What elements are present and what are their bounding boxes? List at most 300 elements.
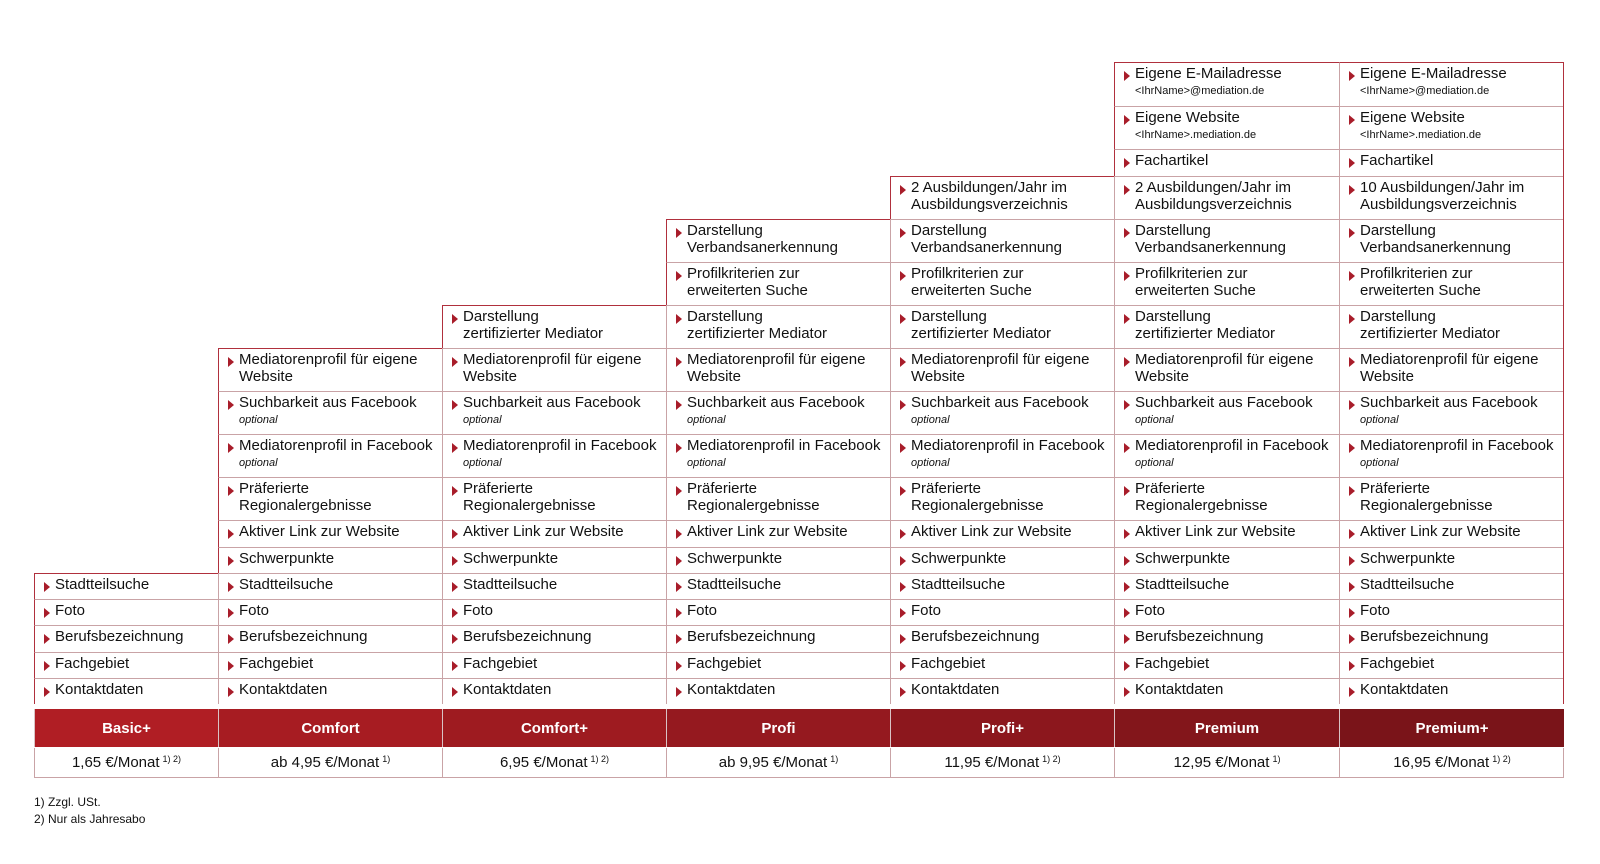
feature-label: Stadtteilsuche bbox=[55, 576, 150, 593]
feature-label: Mediatorenprofil für eigene bbox=[911, 351, 1090, 368]
feature-label: Regionalergebnisse bbox=[239, 496, 372, 514]
feature-label: Fachgebiet bbox=[687, 655, 762, 672]
feature-label: Schwerpunkte bbox=[911, 550, 1007, 567]
bullet-triangle-icon bbox=[1124, 71, 1130, 81]
feature-label: Darstellung bbox=[1360, 222, 1436, 239]
feature-label: Kontaktdaten bbox=[1135, 681, 1224, 698]
bullet-triangle-icon bbox=[1349, 357, 1355, 367]
bullet-triangle-icon bbox=[900, 228, 906, 238]
feature-label: Ausbildungsverzeichnis bbox=[911, 195, 1068, 213]
feature-cell-link bbox=[218, 520, 442, 547]
feature-label: Mediatorenprofil in Facebook bbox=[1360, 437, 1554, 454]
feature-label: Foto bbox=[1360, 602, 1391, 619]
plan-header-3 bbox=[666, 709, 890, 747]
bullet-triangle-icon bbox=[900, 608, 906, 618]
feature-label: Stadtteilsuche bbox=[1135, 576, 1230, 593]
bullet-triangle-icon bbox=[900, 314, 906, 324]
feature-cell-fachgebiet bbox=[1114, 652, 1339, 678]
feature-label: Berufsbezeichnung bbox=[1135, 628, 1264, 645]
price-footnote-ref: 1) 2) bbox=[162, 753, 182, 764]
bullet-triangle-icon bbox=[1124, 486, 1130, 496]
bullet-triangle-icon bbox=[452, 687, 458, 697]
feature-cell-foto bbox=[442, 599, 666, 625]
feature-cell-fachgebiet bbox=[442, 652, 666, 678]
feature-cell-ausbildung bbox=[1114, 176, 1339, 219]
price-footnote-ref: 1) bbox=[382, 753, 391, 764]
bullet-triangle-icon bbox=[1124, 687, 1130, 697]
price-footnote-ref: 1) 2) bbox=[1492, 753, 1511, 764]
feature-cell-stadtteil bbox=[218, 573, 442, 599]
feature-label: Aktiver Link zur Website bbox=[463, 523, 624, 540]
feature-label: Darstellung bbox=[1135, 222, 1211, 239]
feature-cell-fbsearch bbox=[890, 391, 1114, 434]
bullet-triangle-icon bbox=[1124, 529, 1130, 539]
feature-label: Fachartikel bbox=[1135, 152, 1209, 169]
feature-cell-fachgebiet bbox=[1339, 652, 1564, 678]
optional-note: optional bbox=[1135, 413, 1174, 426]
feature-label: Foto bbox=[911, 602, 942, 619]
price-value: 1,65 €/Monat bbox=[71, 754, 160, 771]
feature-label: Berufsbezeichnung bbox=[463, 628, 592, 645]
feature-label: Präferierte bbox=[463, 480, 534, 497]
feature-cell-profilweb bbox=[1339, 348, 1564, 391]
feature-cell-ausbildung bbox=[890, 176, 1114, 219]
feature-label: Stadtteilsuche bbox=[687, 576, 782, 593]
feature-label: Profilkriterien zur bbox=[687, 265, 800, 282]
price-value: 12,95 €/Monat bbox=[1173, 754, 1270, 771]
feature-label: Mediatorenprofil für eigene bbox=[463, 351, 642, 368]
feature-label: Fachgebiet bbox=[1360, 655, 1435, 672]
optional-note: optional bbox=[239, 413, 278, 426]
feature-cell-zert bbox=[890, 305, 1114, 348]
feature-label: Ausbildungsverzeichnis bbox=[1135, 195, 1292, 213]
feature-cell-schwer bbox=[1114, 547, 1339, 573]
feature-label: Aktiver Link zur Website bbox=[1135, 523, 1296, 540]
bullet-triangle-icon bbox=[900, 443, 906, 453]
feature-label: Suchbarkeit aus Facebook bbox=[239, 394, 417, 411]
feature-label: Schwerpunkte bbox=[239, 550, 335, 567]
feature-label: Foto bbox=[239, 602, 270, 619]
plan-name: Profi+ bbox=[981, 719, 1024, 737]
feature-cell-beruf bbox=[1339, 625, 1564, 652]
feature-cell-regional bbox=[666, 477, 890, 520]
feature-cell-profilweb bbox=[666, 348, 890, 391]
feature-label: Mediatorenprofil in Facebook bbox=[911, 437, 1105, 454]
feature-cell-kontakt bbox=[34, 678, 218, 704]
feature-cell-verband bbox=[890, 219, 1114, 262]
feature-cell-fachgebiet bbox=[890, 652, 1114, 678]
feature-label: Website bbox=[911, 367, 965, 385]
feature-label: Eigene Website bbox=[1360, 109, 1465, 126]
feature-cell-regional bbox=[1114, 477, 1339, 520]
feature-label: Foto bbox=[1135, 602, 1166, 619]
feature-label: Mediatorenprofil in Facebook bbox=[687, 437, 881, 454]
feature-label: zertifizierter Mediator bbox=[463, 324, 604, 342]
feature-cell-beruf bbox=[890, 625, 1114, 652]
feature-cell-link bbox=[1114, 520, 1339, 547]
feature-label: Kontaktdaten bbox=[911, 681, 1000, 698]
feature-label: Darstellung bbox=[463, 308, 539, 325]
feature-label: Mediatorenprofil für eigene bbox=[1135, 351, 1314, 368]
bullet-triangle-icon bbox=[228, 529, 234, 539]
feature-label: Suchbarkeit aus Facebook bbox=[911, 394, 1089, 411]
price-value: 6,95 €/Monat bbox=[499, 754, 588, 771]
plan-header-5 bbox=[1114, 709, 1339, 747]
feature-label: Foto bbox=[55, 602, 86, 619]
feature-label: Profilkriterien zur bbox=[1135, 265, 1248, 282]
feature-subtext: <IhrName>@mediation.de bbox=[1360, 84, 1490, 97]
feature-cell-link bbox=[666, 520, 890, 547]
feature-label: Präferierte bbox=[911, 480, 982, 497]
feature-label: zertifizierter Mediator bbox=[1135, 324, 1276, 342]
feature-label: Ausbildungsverzeichnis bbox=[1360, 195, 1517, 213]
bullet-triangle-icon bbox=[900, 634, 906, 644]
feature-label: Website bbox=[239, 367, 293, 385]
bullet-triangle-icon bbox=[676, 271, 682, 281]
bullet-triangle-icon bbox=[452, 357, 458, 367]
price-footnote-ref: 1) bbox=[830, 753, 839, 764]
bullet-triangle-icon bbox=[1349, 71, 1355, 81]
feature-label: Aktiver Link zur Website bbox=[911, 523, 1072, 540]
feature-label: Darstellung bbox=[687, 222, 763, 239]
bullet-triangle-icon bbox=[1349, 529, 1355, 539]
bullet-triangle-icon bbox=[676, 529, 682, 539]
feature-cell-foto bbox=[666, 599, 890, 625]
bullet-triangle-icon bbox=[676, 582, 682, 592]
bullet-triangle-icon bbox=[676, 443, 682, 453]
feature-label: Regionalergebnisse bbox=[911, 496, 1044, 514]
feature-cell-schwer bbox=[666, 547, 890, 573]
feature-cell-regional bbox=[1339, 477, 1564, 520]
bullet-triangle-icon bbox=[676, 357, 682, 367]
bullet-triangle-icon bbox=[1349, 661, 1355, 671]
optional-note: optional bbox=[463, 456, 502, 469]
feature-cell-stadtteil bbox=[666, 573, 890, 599]
bullet-triangle-icon bbox=[1124, 271, 1130, 281]
optional-note: optional bbox=[687, 413, 726, 426]
feature-cell-fbsearch bbox=[218, 391, 442, 434]
feature-label: Website bbox=[687, 367, 741, 385]
feature-label: Schwerpunkte bbox=[1360, 550, 1456, 567]
plan-name: Profi bbox=[761, 719, 796, 737]
optional-note: optional bbox=[687, 456, 726, 469]
bullet-triangle-icon bbox=[452, 556, 458, 566]
feature-label: Fachgebiet bbox=[911, 655, 986, 672]
bullet-triangle-icon bbox=[676, 661, 682, 671]
feature-cell-fachgebiet bbox=[34, 652, 218, 678]
feature-cell-regional bbox=[442, 477, 666, 520]
feature-label: 2 Ausbildungen/Jahr im bbox=[1135, 179, 1291, 196]
feature-label: Regionalergebnisse bbox=[1360, 496, 1493, 514]
feature-label: erweiterten Suche bbox=[1360, 281, 1481, 299]
bullet-triangle-icon bbox=[228, 556, 234, 566]
feature-label: Regionalergebnisse bbox=[463, 496, 596, 514]
feature-label: Stadtteilsuche bbox=[239, 576, 334, 593]
feature-label: erweiterten Suche bbox=[1135, 281, 1256, 299]
feature-label: Kontaktdaten bbox=[687, 681, 776, 698]
feature-label: Stadtteilsuche bbox=[1360, 576, 1455, 593]
feature-label: 10 Ausbildungen/Jahr im bbox=[1360, 179, 1525, 196]
feature-label: Mediatorenprofil für eigene bbox=[687, 351, 866, 368]
feature-label: Suchbarkeit aus Facebook bbox=[1135, 394, 1313, 411]
feature-label: Darstellung bbox=[911, 222, 987, 239]
feature-label: Mediatorenprofil in Facebook bbox=[1135, 437, 1329, 454]
footnote-2: 2) Nur als Jahresabo bbox=[34, 812, 146, 826]
feature-cell-link bbox=[1339, 520, 1564, 547]
bullet-triangle-icon bbox=[1349, 400, 1355, 410]
feature-cell-fachartikel bbox=[1114, 149, 1339, 176]
feature-cell-beruf bbox=[666, 625, 890, 652]
feature-cell-profilweb bbox=[1114, 348, 1339, 391]
feature-cell-stadtteil bbox=[890, 573, 1114, 599]
feature-label: Suchbarkeit aus Facebook bbox=[463, 394, 641, 411]
bullet-triangle-icon bbox=[1349, 443, 1355, 453]
feature-cell-verband bbox=[666, 219, 890, 262]
bullet-triangle-icon bbox=[452, 443, 458, 453]
feature-cell-foto bbox=[218, 599, 442, 625]
bullet-triangle-icon bbox=[1124, 228, 1130, 238]
feature-label: Stadtteilsuche bbox=[911, 576, 1006, 593]
bullet-triangle-icon bbox=[228, 608, 234, 618]
feature-cell-stadtteil bbox=[442, 573, 666, 599]
feature-label: Fachgebiet bbox=[463, 655, 538, 672]
feature-cell-fbsearch bbox=[1114, 391, 1339, 434]
feature-label: Stadtteilsuche bbox=[463, 576, 558, 593]
feature-label: Berufsbezeichnung bbox=[1360, 628, 1489, 645]
feature-cell-profilweb bbox=[218, 348, 442, 391]
bullet-triangle-icon bbox=[1349, 271, 1355, 281]
bullet-triangle-icon bbox=[1349, 314, 1355, 324]
feature-cell-kontakt bbox=[890, 678, 1114, 704]
feature-cell-fbprofil bbox=[218, 434, 442, 477]
feature-label: Präferierte bbox=[239, 480, 310, 497]
bullet-triangle-icon bbox=[1124, 400, 1130, 410]
feature-label: Suchbarkeit aus Facebook bbox=[1360, 394, 1538, 411]
price-value: 11,95 €/Monat bbox=[944, 754, 1040, 771]
feature-cell-ausbildung bbox=[1339, 176, 1564, 219]
feature-cell-website bbox=[1114, 106, 1339, 149]
bullet-triangle-icon bbox=[228, 357, 234, 367]
feature-cell-fachgebiet bbox=[666, 652, 890, 678]
feature-label: Foto bbox=[463, 602, 494, 619]
optional-note: optional bbox=[239, 456, 278, 469]
plan-name: Premium+ bbox=[1415, 719, 1489, 737]
feature-cell-regional bbox=[218, 477, 442, 520]
plan-header-2 bbox=[442, 709, 666, 747]
feature-label: zertifizierter Mediator bbox=[911, 324, 1052, 342]
feature-label: Foto bbox=[687, 602, 718, 619]
bullet-triangle-icon bbox=[900, 357, 906, 367]
feature-label: Kontaktdaten bbox=[239, 681, 328, 698]
feature-label: Verbandsanerkennung bbox=[1360, 238, 1511, 256]
feature-subtext: <IhrName>.mediation.de bbox=[1135, 128, 1257, 141]
feature-label: zertifizierter Mediator bbox=[687, 324, 828, 342]
feature-cell-kontakt bbox=[1339, 678, 1564, 704]
feature-cell-regional bbox=[890, 477, 1114, 520]
feature-label: Schwerpunkte bbox=[687, 550, 783, 567]
price-value: 16,95 €/Monat bbox=[1393, 754, 1490, 771]
bullet-triangle-icon bbox=[452, 608, 458, 618]
bullet-triangle-icon bbox=[1349, 486, 1355, 496]
feature-label: Aktiver Link zur Website bbox=[687, 523, 848, 540]
feature-label: 2 Ausbildungen/Jahr im bbox=[911, 179, 1067, 196]
price-footnote-ref: 1) 2) bbox=[590, 753, 610, 764]
bullet-triangle-icon bbox=[1124, 608, 1130, 618]
bullet-triangle-icon bbox=[676, 556, 682, 566]
bullet-triangle-icon bbox=[228, 582, 234, 592]
bullet-triangle-icon bbox=[900, 661, 906, 671]
feature-label: Präferierte bbox=[1135, 480, 1206, 497]
bullet-triangle-icon bbox=[676, 486, 682, 496]
table-right-border bbox=[1563, 62, 1564, 704]
bullet-triangle-icon bbox=[1124, 661, 1130, 671]
feature-cell-profilkrit bbox=[890, 262, 1114, 305]
feature-label: Mediatorenprofil für eigene bbox=[1360, 351, 1539, 368]
bullet-triangle-icon bbox=[1124, 634, 1130, 644]
bullet-triangle-icon bbox=[1349, 582, 1355, 592]
plan-name: Comfort bbox=[301, 719, 360, 737]
feature-label: Website bbox=[463, 367, 517, 385]
feature-label: Profilkriterien zur bbox=[1360, 265, 1473, 282]
optional-note: optional bbox=[1135, 456, 1174, 469]
feature-label: Schwerpunkte bbox=[463, 550, 559, 567]
feature-cell-kontakt bbox=[1114, 678, 1339, 704]
bullet-triangle-icon bbox=[44, 687, 50, 697]
footnote-1: 1) Zzgl. USt. bbox=[34, 795, 101, 809]
feature-cell-kontakt bbox=[666, 678, 890, 704]
feature-cell-schwer bbox=[218, 547, 442, 573]
feature-label: Darstellung bbox=[911, 308, 987, 325]
feature-cell-email bbox=[1114, 62, 1339, 106]
bullet-triangle-icon bbox=[228, 443, 234, 453]
feature-cell-link bbox=[890, 520, 1114, 547]
bullet-triangle-icon bbox=[1124, 115, 1130, 125]
feature-label: Fachgebiet bbox=[1135, 655, 1210, 672]
bullet-triangle-icon bbox=[900, 687, 906, 697]
optional-note: optional bbox=[1360, 456, 1399, 469]
bullet-triangle-icon bbox=[900, 529, 906, 539]
feature-cell-fachartikel bbox=[1339, 149, 1564, 176]
bullet-triangle-icon bbox=[1349, 158, 1355, 168]
bullet-triangle-icon bbox=[452, 314, 458, 324]
feature-cell-beruf bbox=[218, 625, 442, 652]
plan-header-6 bbox=[1339, 709, 1564, 747]
feature-cell-fbprofil bbox=[666, 434, 890, 477]
feature-cell-profilkrit bbox=[1114, 262, 1339, 305]
feature-cell-foto bbox=[890, 599, 1114, 625]
feature-cell-link bbox=[442, 520, 666, 547]
feature-label: Kontaktdaten bbox=[55, 681, 144, 698]
feature-cell-schwer bbox=[890, 547, 1114, 573]
bullet-triangle-icon bbox=[1124, 185, 1130, 195]
feature-cell-fbprofil bbox=[890, 434, 1114, 477]
feature-cell-fbsearch bbox=[666, 391, 890, 434]
feature-label: Darstellung bbox=[687, 308, 763, 325]
plan-header-4 bbox=[890, 709, 1114, 747]
feature-cell-schwer bbox=[442, 547, 666, 573]
feature-cell-beruf bbox=[1114, 625, 1339, 652]
feature-cell-zert bbox=[666, 305, 890, 348]
bullet-triangle-icon bbox=[1349, 115, 1355, 125]
feature-label: Schwerpunkte bbox=[1135, 550, 1231, 567]
bullet-triangle-icon bbox=[1349, 556, 1355, 566]
bullet-triangle-icon bbox=[676, 608, 682, 618]
price-value: ab 9,95 €/Monat bbox=[718, 754, 828, 771]
bullet-triangle-icon bbox=[900, 556, 906, 566]
bullet-triangle-icon bbox=[228, 687, 234, 697]
feature-label: Eigene E-Mailadresse bbox=[1360, 65, 1507, 82]
feature-label: Profilkriterien zur bbox=[911, 265, 1024, 282]
optional-note: optional bbox=[1360, 413, 1399, 426]
feature-cell-stadtteil bbox=[1339, 573, 1564, 599]
feature-cell-verband bbox=[1339, 219, 1564, 262]
feature-cell-kontakt bbox=[218, 678, 442, 704]
feature-label: Verbandsanerkennung bbox=[1135, 238, 1286, 256]
bullet-triangle-icon bbox=[452, 486, 458, 496]
feature-cell-fbprofil bbox=[1114, 434, 1339, 477]
feature-cell-kontakt bbox=[442, 678, 666, 704]
feature-cell-fachgebiet bbox=[218, 652, 442, 678]
bullet-triangle-icon bbox=[44, 661, 50, 671]
feature-cell-fbsearch bbox=[1339, 391, 1564, 434]
feature-label: Verbandsanerkennung bbox=[687, 238, 838, 256]
feature-subtext: <IhrName>.mediation.de bbox=[1360, 128, 1482, 141]
bullet-triangle-icon bbox=[452, 634, 458, 644]
feature-label: Mediatorenprofil in Facebook bbox=[463, 437, 657, 454]
bullet-triangle-icon bbox=[676, 314, 682, 324]
bullet-triangle-icon bbox=[900, 582, 906, 592]
bullet-triangle-icon bbox=[452, 529, 458, 539]
feature-label: Fachgebiet bbox=[55, 655, 130, 672]
bullet-triangle-icon bbox=[1124, 314, 1130, 324]
feature-cell-email bbox=[1339, 62, 1564, 106]
bullet-triangle-icon bbox=[44, 608, 50, 618]
feature-label: Eigene E-Mailadresse bbox=[1135, 65, 1282, 82]
bullet-triangle-icon bbox=[1349, 608, 1355, 618]
bullet-triangle-icon bbox=[1124, 357, 1130, 367]
feature-label: Eigene Website bbox=[1135, 109, 1240, 126]
bullet-triangle-icon bbox=[228, 634, 234, 644]
feature-label: Darstellung bbox=[1360, 308, 1436, 325]
feature-label: Präferierte bbox=[687, 480, 758, 497]
optional-note: optional bbox=[911, 413, 950, 426]
feature-cell-foto bbox=[34, 599, 218, 625]
bullet-triangle-icon bbox=[1349, 634, 1355, 644]
plan-name: Basic+ bbox=[102, 719, 151, 737]
bullet-triangle-icon bbox=[676, 400, 682, 410]
feature-label: Fachartikel bbox=[1360, 152, 1434, 169]
feature-cell-fbsearch bbox=[442, 391, 666, 434]
bullet-triangle-icon bbox=[1349, 228, 1355, 238]
feature-label: Mediatorenprofil für eigene bbox=[239, 351, 418, 368]
plan-header-0 bbox=[34, 709, 218, 747]
bullet-triangle-icon bbox=[900, 400, 906, 410]
feature-label: Regionalergebnisse bbox=[687, 496, 820, 514]
feature-label: erweiterten Suche bbox=[687, 281, 808, 299]
feature-label: Aktiver Link zur Website bbox=[239, 523, 400, 540]
bullet-triangle-icon bbox=[44, 582, 50, 592]
feature-subtext: <IhrName>@mediation.de bbox=[1135, 84, 1265, 97]
bullet-triangle-icon bbox=[900, 271, 906, 281]
bullet-triangle-icon bbox=[1124, 582, 1130, 592]
feature-cell-stadtteil bbox=[34, 573, 218, 599]
feature-label: erweiterten Suche bbox=[911, 281, 1032, 299]
feature-cell-profilweb bbox=[890, 348, 1114, 391]
feature-cell-stadtteil bbox=[1114, 573, 1339, 599]
price-footnote-ref: 1) 2) bbox=[1042, 753, 1061, 764]
bullet-triangle-icon bbox=[1124, 158, 1130, 168]
bullet-triangle-icon bbox=[452, 661, 458, 671]
